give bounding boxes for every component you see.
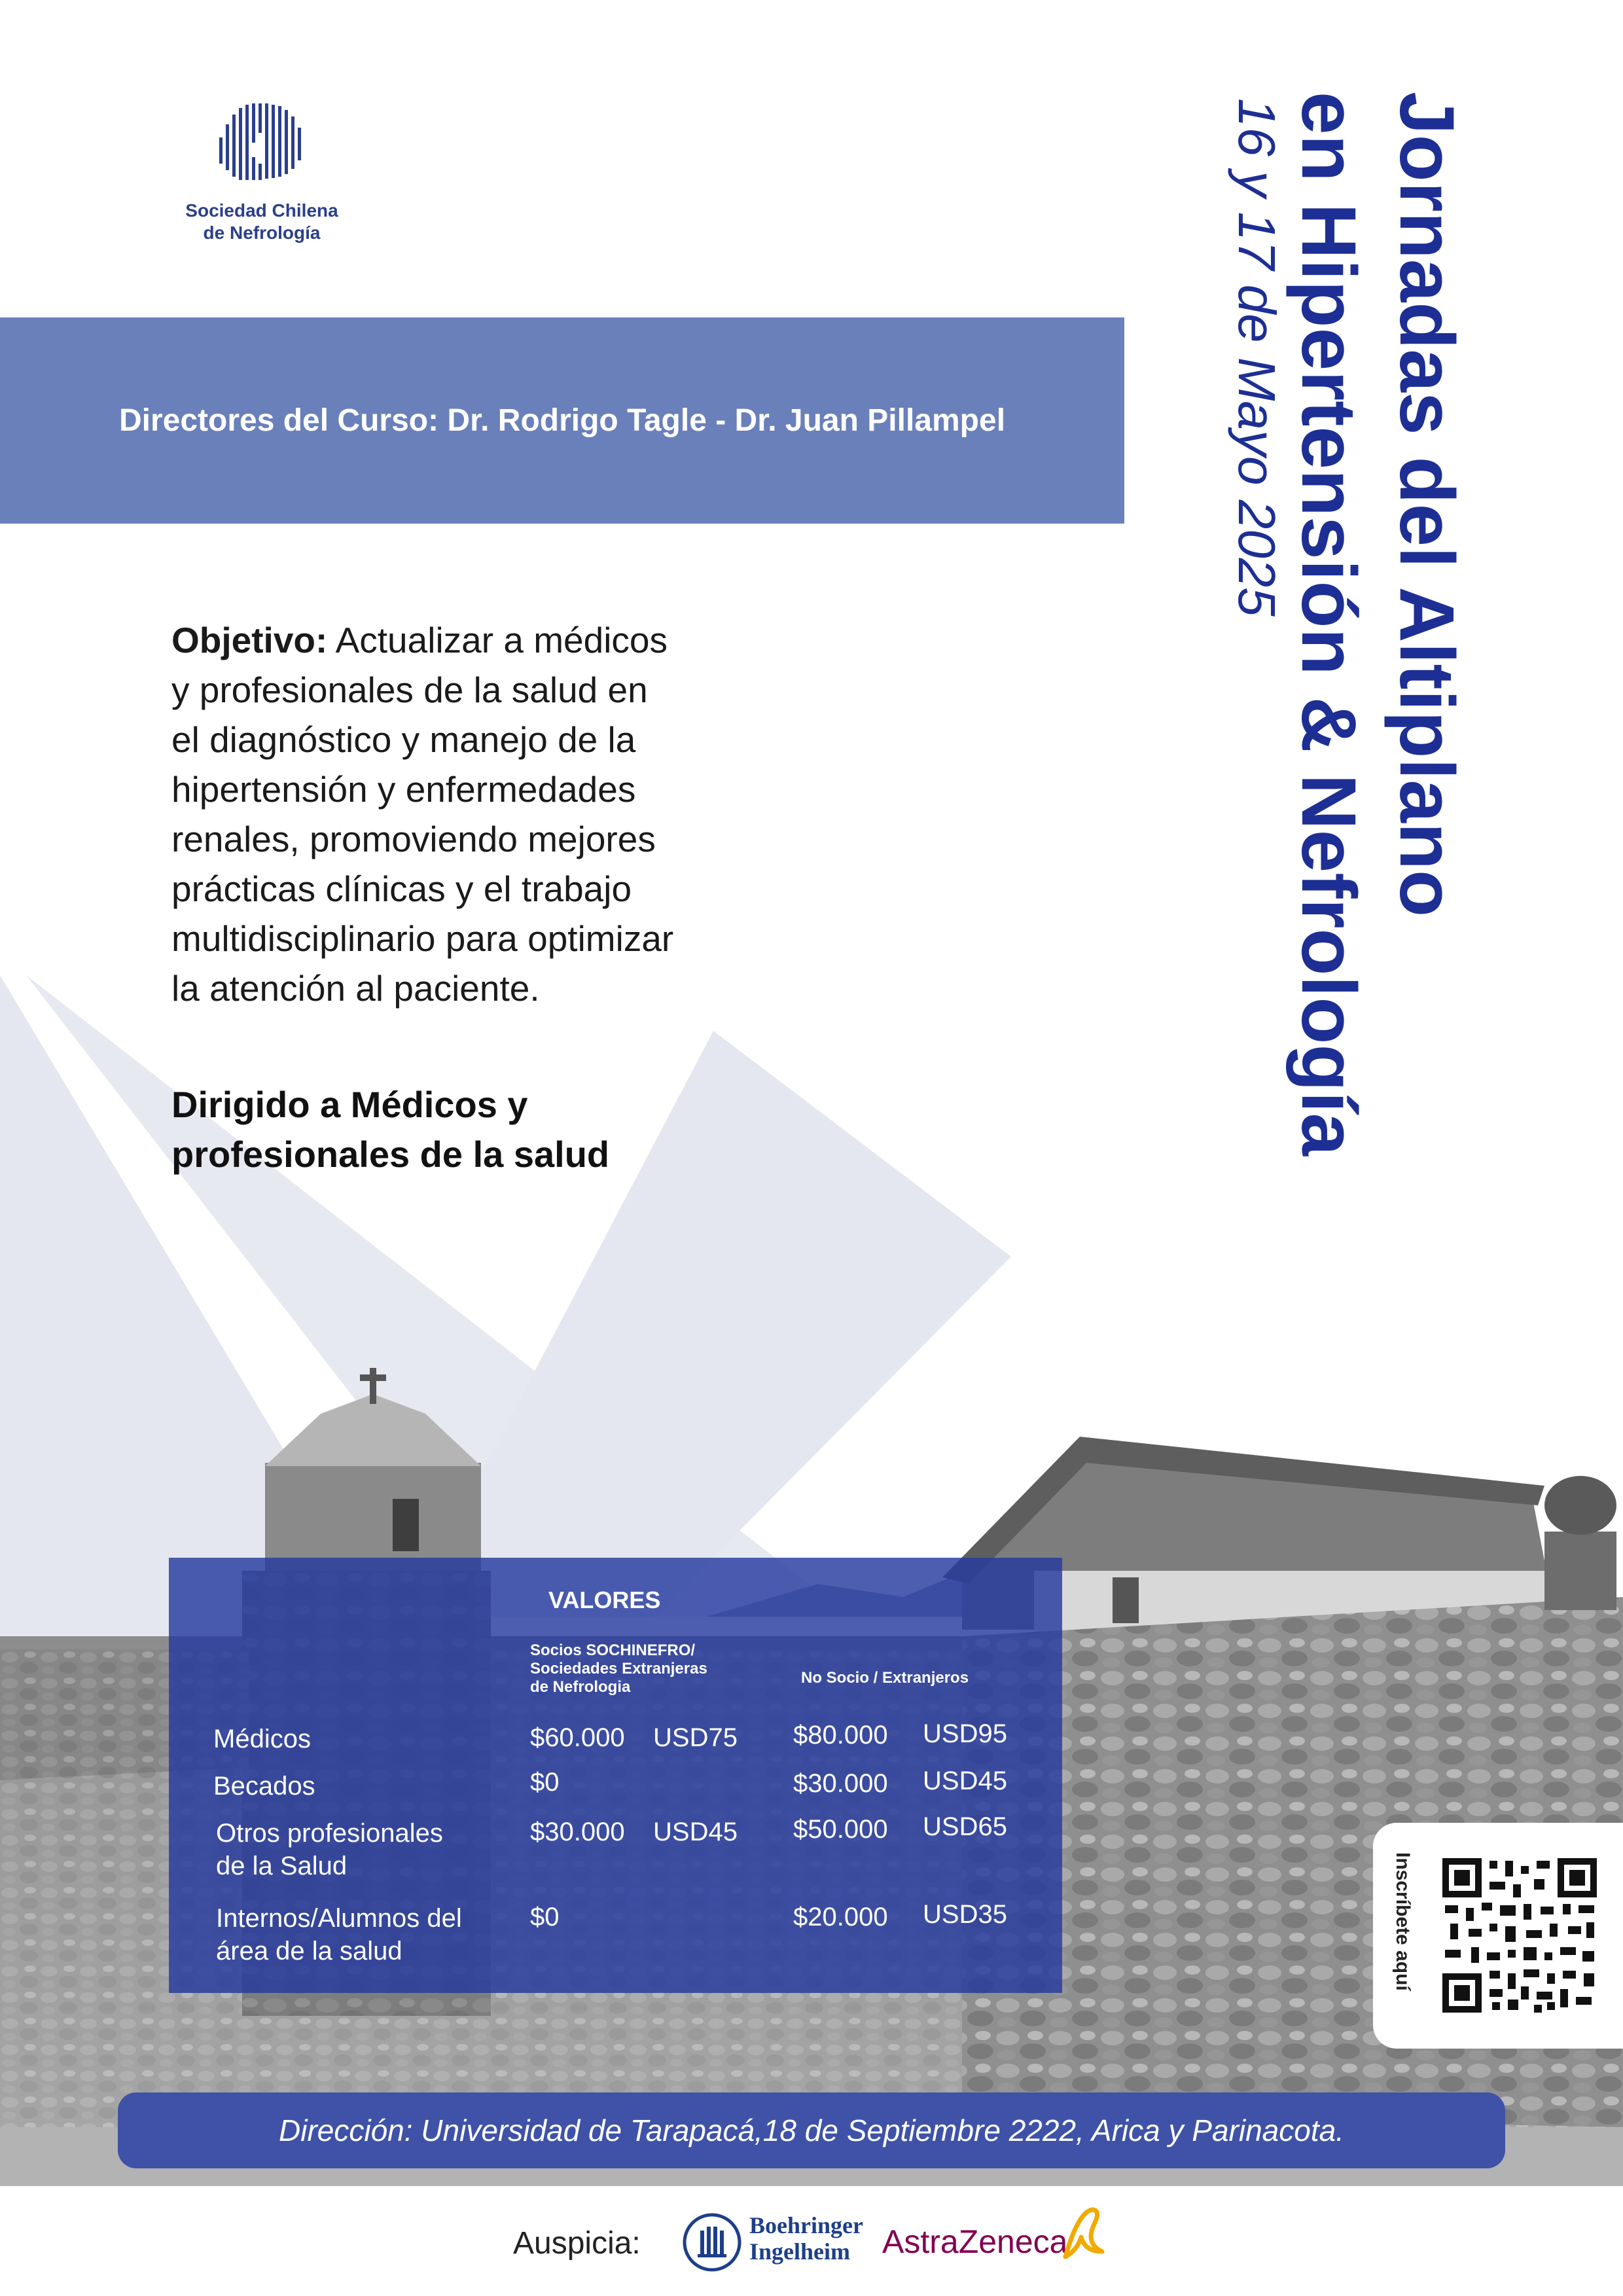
event-title-line2: en Hipertensión & Nefrología [1285, 92, 1372, 1156]
nonmember-price-usd: USD95 [923, 1719, 1007, 1748]
logo-text-line1: Sociedad Chilena [185, 200, 338, 221]
member-price-clp: $0 [530, 1768, 560, 1797]
astrazeneca-symbol-icon [1059, 2204, 1107, 2263]
pricing-title: VALORES [548, 1587, 661, 1613]
member-price-clp: $60.000 [530, 1723, 625, 1752]
objective-line: hipertensión y enfermedades [171, 769, 636, 810]
row-label: área de la salud [216, 1937, 402, 1965]
row-label: Médicos [213, 1725, 311, 1753]
nonmember-price-clp: $20.000 [793, 1903, 888, 1931]
qr-label: Inscríbete aquí [1392, 1852, 1414, 1991]
objective-label: Objetivo: [171, 620, 328, 660]
pricing-table [169, 1558, 1062, 1993]
nonmember-column-header: No Socio / Extranjeros [801, 1669, 969, 1687]
row-label: Otros profesionales [216, 1819, 443, 1848]
boehringer-logo-icon [681, 2211, 743, 2274]
boehringer-logo [749, 2212, 863, 2265]
objective-line: multidisciplinario para optimizar [171, 918, 674, 959]
venue-address: Dirección: Universidad de Tarapacá,18 de Septiembre 2222, Arica y Parinacota. [279, 2113, 1344, 2147]
target-audience-line2: profesionales de la salud [171, 1134, 610, 1175]
sochinefro-logo [164, 98, 360, 262]
logo-text-line2: de Nefrología [203, 223, 321, 243]
event-title-block [1228, 92, 1470, 1414]
nonmember-price-usd: USD35 [923, 1900, 1007, 1929]
sponsors-label: Auspicia: [513, 2226, 641, 2261]
objective-line [171, 615, 774, 665]
member-column-header-2: Sociedades Extranjeras [530, 1660, 707, 1677]
member-price-usd: USD45 [653, 1818, 738, 1846]
boehringer-name-line1: Boehringer [749, 2212, 863, 2238]
objective-line: el diagnóstico y manejo de la [171, 719, 636, 760]
member-price-usd: USD75 [653, 1723, 738, 1752]
row-label: Internos/Alumnos del [216, 1904, 462, 1933]
event-date: 16 y 17 de Mayo 2025 [1228, 98, 1286, 617]
nonmember-price-clp: $80.000 [793, 1721, 888, 1749]
registration-qr-card[interactable] [1373, 1823, 1623, 2049]
objective-line: y profesionales de la salud en [171, 670, 648, 710]
row-label: de la Salud [216, 1852, 348, 1880]
event-title-line1: Jornadas del Altiplano [1383, 92, 1470, 918]
objective-line: renales, promoviendo mejores [171, 819, 656, 859]
objective-text: Actualizar a médicos [327, 620, 668, 660]
objective-paragraph [171, 615, 774, 1013]
objective-line: prácticas clínicas y el trabajo [171, 869, 632, 909]
nonmember-price-usd: USD65 [923, 1812, 1007, 1841]
astrazeneca-logo: AstraZeneca [882, 2223, 1068, 2260]
row-label: Becados [213, 1772, 315, 1801]
nonmember-price-clp: $50.000 [793, 1815, 888, 1844]
member-price-clp: $30.000 [530, 1818, 625, 1846]
qr-code-icon[interactable] [1442, 1858, 1597, 2013]
target-audience [171, 1080, 760, 1179]
objective-line: la atención al paciente. [171, 968, 540, 1009]
target-audience-line1: Dirigido a Médicos y [171, 1084, 528, 1125]
member-price-clp: $0 [530, 1903, 560, 1931]
nonmember-price-usd: USD45 [923, 1767, 1007, 1795]
course-directors: Directores del Curso: Dr. Rodrigo Tagle - Dr. Juan Pillampel [118, 403, 1006, 438]
boehringer-name-line2: Ingelheim [749, 2238, 851, 2265]
member-column-header-3: de Nefrologia [530, 1678, 631, 1696]
member-column-header-1: Socios SOCHINEFRO/ [530, 1641, 696, 1659]
nonmember-price-clp: $30.000 [793, 1769, 888, 1798]
kidney-stripes-icon [164, 98, 360, 183]
